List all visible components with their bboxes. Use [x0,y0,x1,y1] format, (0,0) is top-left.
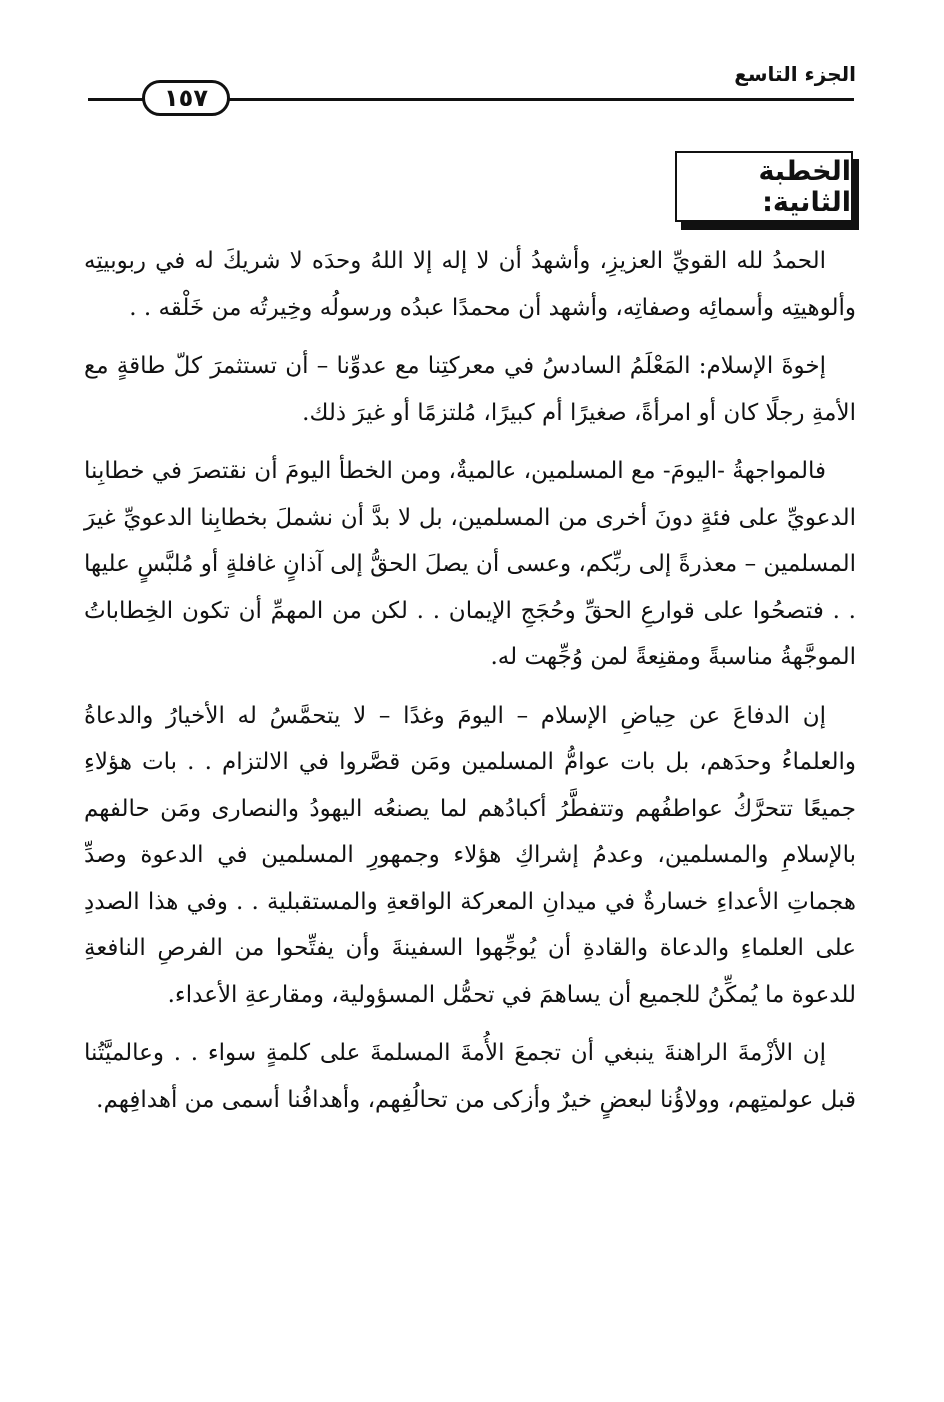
paragraph: فالمواجهةُ -اليومَ- مع المسلمين، عالميةٌ، ومن الخطأ اليومَ أن نقتصرَ في خطابِنا الدعويِّ على فئةٍ دونَ أخرى من المسلمين، بل لا بدَّ أن نشملَ بخطابِنا الدعويِّ غيرَ المسلمين – معذرةً إلى ربِّكم، وعسى أن يصلَ الحقُّ إلى آذانٍ غافلةٍ أو مُلبَّسٍ عليها . . فتصحُوا على قوارعِ الحقِّ وحُجَجِ الإيمان . . لكن من المهمِّ أن تكون الخِطاباتُ الموجَّهةُ مناسبةً ومقنِعةً لمن وُجِّهت له. [84,458,856,670]
paragraph: إن الأزْمةَ الراهنةَ ينبغي أن تجمعَ الأُمةَ المسلمةَ على كلمةٍ سواء . . وعالميَّتُنا قبل عولمتِهم، وولاؤُنا لبعضٍ خيرٌ وأزكى من تحالُفِهم، وأهدافُنا أسمى من أهدافِهم. [84,1040,856,1113]
body-text [84,238,856,1135]
running-title: الجزء التاسع [734,62,856,86]
paragraph: إن الدفاعَ عن حِياضِ الإسلام – اليومَ وغدًا – لا يتحمَّسُ له الأخيارُ والدعاةُ والعلماءُ وحدَهم، بل بات عوامُّ المسلمين ومَن قصَّروا في الالتزام . . بات هؤلاءِ جميعًا تتحرَّكُ عواطفُهم وتتفطَّرُ أكبادُهم لما يصنعُه اليهودُ والنصارى ومَن حالفهم بالإسلامِ والمسلمين، وعدمُ إشراكِ هؤلاء وجمهورِ المسلمين في الدعوة وصدِّ هجماتِ الأعداءِ خسارةٌ في ميدانِ المعركة الواقعةِ والمستقبلية . . وفي هذا الصددِ على العلماءِ والدعاة والقادةِ أن يُوجِّهوا السفينةَ وأن يفتِّحوا من الفرصِ النافعةِ للدعوة ما يُمكِّنُ للجميع أن يساهمَ في تحمُّل المسؤولية، ومقارعةِ الأعداء. [84,702,856,1008]
section-title-box [675,151,853,222]
paragraph: الحمدُ لله القويِّ العزيزِ، وأشهدُ أن لا إله إلا اللهُ وحدَه لا شريكَ له في ربوبيتِه وألوهيتِه وأسمائِه وصفاتِه، وأشهد أن محمدًا عبدُه ورسولُه وخِيرتُه من خَلْقه . . [84,248,856,321]
paragraph: إخوةَ الإسلام: المَعْلَمُ السادسُ في معركتِنا مع عدوِّنا – أن تستثمرَ كلّ طاقةٍ مع الأمةِ رجلًا كان أو امرأةً، صغيرًا أم كبيرًا، مُلتزمًا أو غيرَ ذلك. [84,353,856,426]
section-title: الخطبة الثانية: [758,155,851,218]
page-number: ١٥٧ [142,80,230,116]
